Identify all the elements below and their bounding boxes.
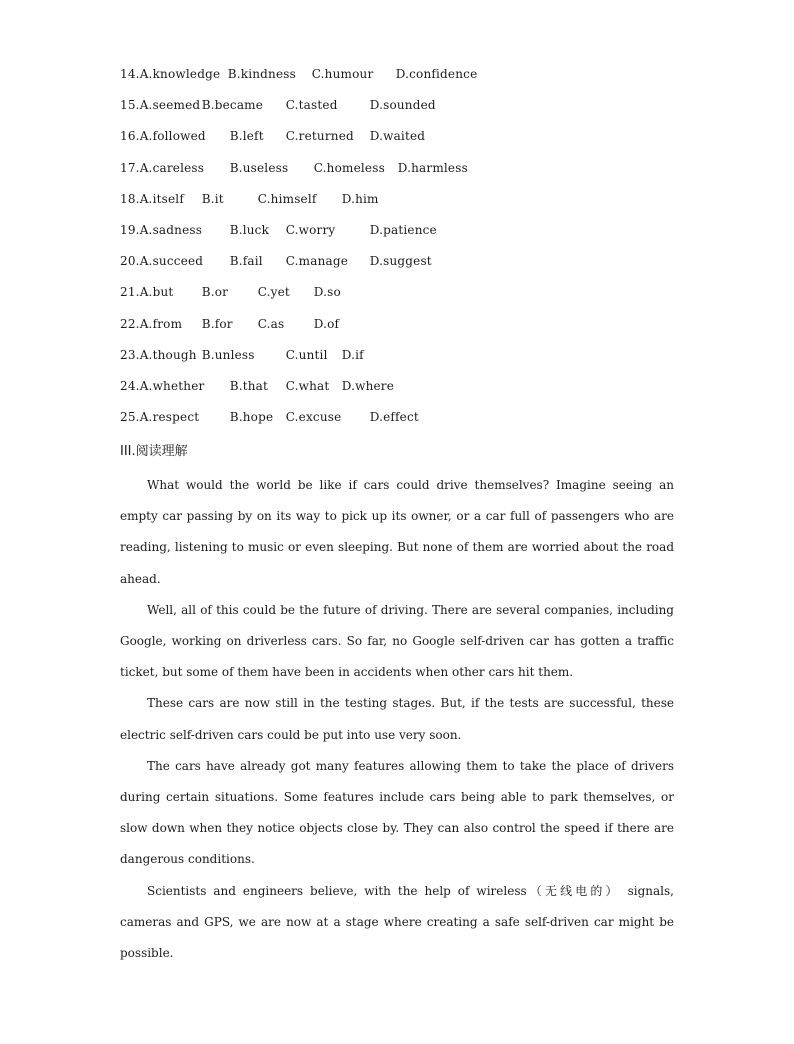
option-d: D.where: [341, 378, 395, 393]
option-d: D.effect: [369, 410, 419, 425]
option-d: D.sounded: [369, 98, 436, 113]
option-a: A.followed: [139, 129, 206, 144]
option-c: C.excuse: [285, 410, 342, 425]
option-b: B.hope: [229, 410, 274, 425]
question-number: 18.: [120, 191, 140, 206]
option-b: B.it: [201, 191, 224, 206]
option-b: B.or: [201, 285, 229, 300]
question-number: 14.: [120, 67, 140, 81]
question-number: 21.: [120, 285, 140, 300]
question-number: 17.: [120, 160, 140, 175]
question-row: [120, 251, 477, 282]
option-d: D.patience: [369, 222, 437, 237]
option-b: B.kindness: [227, 67, 296, 81]
option-a: A.knowledge: [139, 67, 221, 81]
question-row: [120, 158, 477, 189]
passage-paragraph: These cars are now still in the testing stages. But, if the tests are successful, these electric self-driven cars could be put into use very soon.: [120, 696, 674, 742]
option-c: C.what: [285, 378, 330, 393]
option-c: C.yet: [257, 285, 290, 300]
question-row: [120, 376, 477, 407]
option-b: B.useless: [229, 160, 289, 175]
option-d: D.suggest: [369, 254, 432, 269]
option-b: B.fail: [229, 254, 263, 269]
question-number: 22.: [120, 316, 140, 331]
option-a: A.succeed: [139, 254, 204, 269]
option-a: A.from: [139, 316, 183, 331]
question-row: [120, 64, 477, 95]
question-row: [120, 282, 477, 313]
option-d: D.confidence: [395, 67, 478, 81]
option-a: A.whether: [139, 378, 205, 393]
option-a: A.sadness: [139, 222, 203, 237]
option-d: D.of: [313, 316, 340, 331]
option-b: B.became: [201, 98, 264, 113]
option-b: B.for: [201, 316, 233, 331]
option-a: A.itself: [139, 191, 184, 206]
option-a: A.careless: [139, 160, 205, 175]
option-a: A.respect: [139, 410, 200, 425]
passage-paragraph: Scientists and engineers believe, with the help of wireless（无线电的） signals, cameras and GPS, we are now at a stage where creating a safe self-driven car might be possible.: [120, 883, 674, 961]
question-number: 25.: [120, 410, 140, 425]
reading-passage: [120, 470, 674, 969]
option-d: D.if: [341, 347, 364, 362]
option-c: C.himself: [257, 191, 317, 206]
option-c: C.humour: [311, 67, 374, 81]
option-d: D.waited: [369, 129, 426, 144]
section-title: III.阅读理解: [120, 444, 188, 459]
option-d: D.so: [313, 285, 341, 300]
option-a: A.seemed: [139, 98, 201, 113]
option-c: C.until: [285, 347, 328, 362]
option-d: D.harmless: [397, 160, 468, 175]
question-number: 20.: [120, 254, 140, 269]
option-c: C.worry: [285, 222, 336, 237]
question-options-list: [120, 64, 477, 438]
option-b: B.left: [229, 129, 264, 144]
question-number: 24.: [120, 378, 140, 393]
question-number: 15.: [120, 98, 140, 113]
question-row: [120, 220, 477, 251]
question-number: 23.: [120, 347, 140, 362]
question-number: 16.: [120, 129, 140, 144]
option-a: A.but: [139, 285, 174, 300]
option-c: C.as: [257, 316, 285, 331]
question-row: [120, 345, 477, 376]
question-row: [120, 95, 477, 126]
question-number: 19.: [120, 222, 140, 237]
option-c: C.homeless: [313, 160, 385, 175]
option-d: D.him: [341, 191, 379, 206]
option-b: B.unless: [201, 347, 255, 362]
question-row: [120, 314, 477, 345]
option-a: A.though: [139, 347, 197, 362]
option-c: C.tasted: [285, 98, 338, 113]
question-row: [120, 126, 477, 157]
question-row: [120, 407, 477, 438]
option-c: C.manage: [285, 254, 349, 269]
passage-paragraph: Well, all of this could be the future of driving. There are several companies, including Google, working on driverless cars. So far, no Google self-driven car has gotten a traffic ticket, but some of them have been in accidents when other cars hit them.: [120, 602, 674, 680]
question-row: [120, 189, 477, 220]
option-b: B.luck: [229, 222, 270, 237]
passage-paragraph: The cars have already got many features allowing them to take the place of drivers during certain situations. Some features include cars being able to park themselves, or slow down when they notice objects close by. They can also control the speed if there are dangerous conditions.: [120, 758, 674, 867]
passage-paragraph: What would the world be like if cars could drive themselves? Imagine seeing an empty car passing by on its way to pick up its owner, or a car full of passengers who are reading, listening to music or even sleeping. But none of them are worried about the road ahead.: [120, 478, 674, 586]
option-c: C.returned: [285, 129, 354, 144]
option-b: B.that: [229, 378, 269, 393]
